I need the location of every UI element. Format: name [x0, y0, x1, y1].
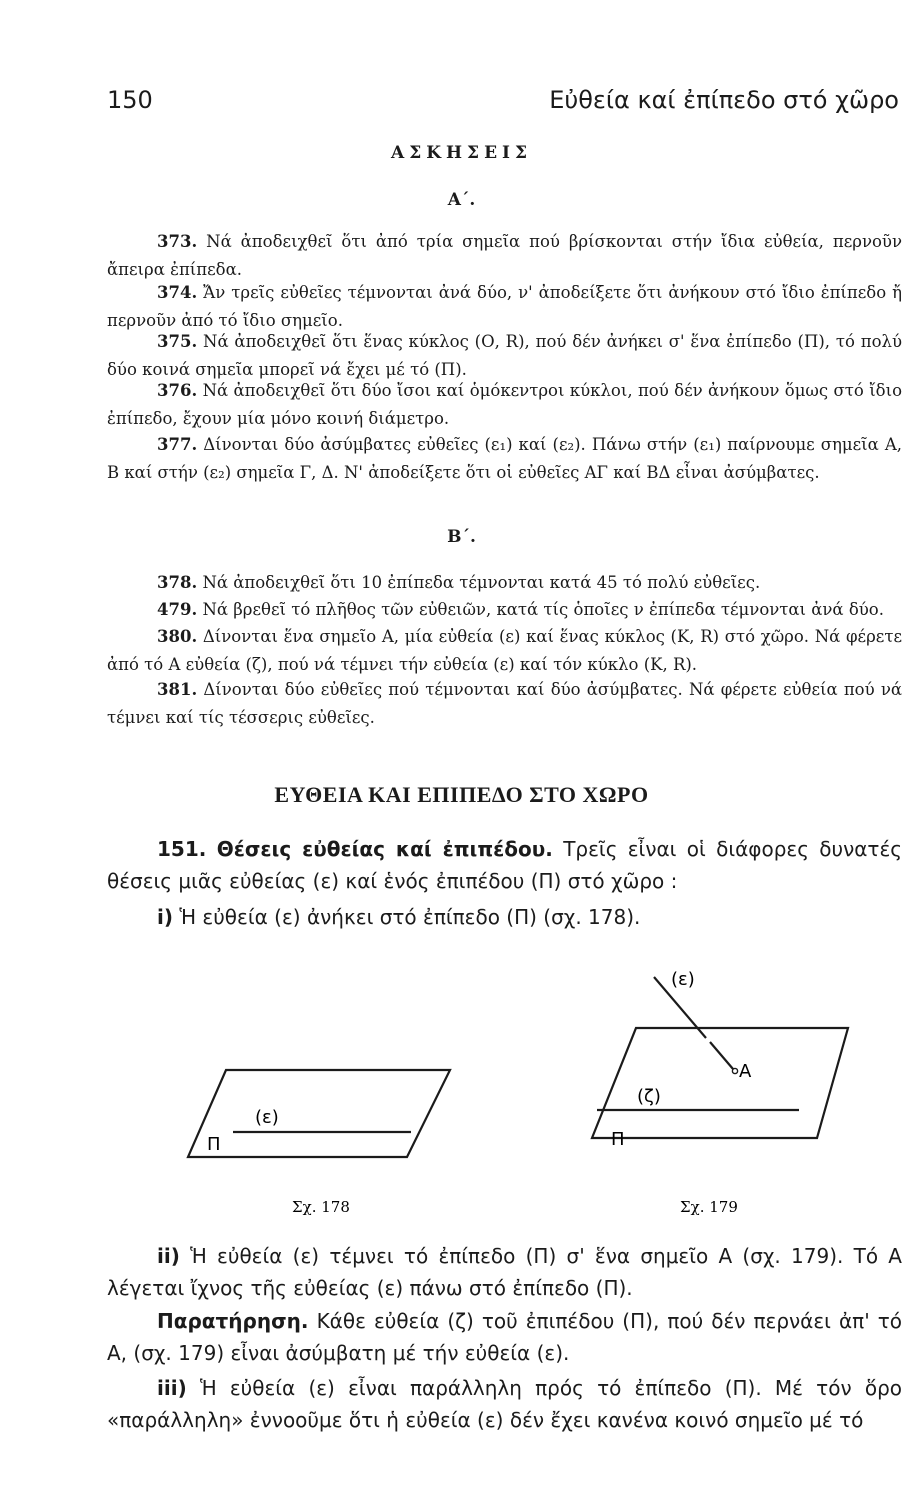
remark-text: Κάθε εὐθεία (ζ) τοῦ ἐπιπέδου (Π), πού δέν περνάει ἀπ' τό Α, (σχ. 179) εἶναι ἀσύμβατη μέ τήν εὐθεία (ε). — [107, 1309, 903, 1365]
plane-pi-179 — [592, 1028, 848, 1138]
chapter-title: ΕΥΘΕΙΑ ΚΑΙ ΕΠΙΠΕΔΟ ΣΤΟ ΧΩΡΟ — [274, 782, 649, 807]
exercise-text: Δίνονται ἕνα σημεῖο Α, μία εὐθεία (ε) καί ἕνας κύκλος (Κ, R) στό χῶρο. Νά φέρετε ἀπό τό Α εὐθεία (ζ), πού νά τέμνει τήν εὐθεία (ε) καί τόν κύκλο (Κ, R). — [107, 627, 902, 674]
caption-178: Σχ. 178 — [292, 1198, 350, 1216]
exercise-376 — [107, 377, 902, 432]
exercise-number: 479. — [157, 600, 198, 619]
exercise-text: Νά ἀποδειχθεῖ ὅτι ἀπό τρία σημεῖα πού βρίσκονται στήν ἴδια εὐθεία, περνοῦν ἄπειρα ἐπίπεδα. — [107, 232, 902, 279]
exercise-number: 374. — [157, 283, 198, 302]
case-iii-text: Ἡ εὐθεία (ε) εἶναι παράλληλη πρός τό ἐπίπεδο (Π). Μέ τόν ὅρο «παράλληλη» ἐννοοῦμε ὅτι ἡ εὐθεία (ε) δέν ἔχει κανένα κοινό σημεῖο μέ τό — [107, 1376, 903, 1432]
exercise-381 — [107, 676, 902, 731]
case-i — [107, 901, 902, 933]
case-iii-label: iii) — [157, 1376, 187, 1400]
case-i-label: i) — [157, 905, 173, 929]
exercise-number: 378. — [157, 573, 198, 592]
section-number: 151. — [157, 837, 207, 861]
point-label-a: Α — [739, 1061, 752, 1082]
exercise-377 — [107, 431, 902, 486]
exercise-text: Νά βρεθεῖ τό πλῆθος τῶν εὐθειῶν, κατά τίς ὁποῖες ν ἐπίπεδα τέμνονται ἀνά δύο. — [202, 600, 884, 619]
exercise-374 — [107, 279, 902, 334]
exercise-number: 373. — [157, 232, 198, 251]
exercise-378 — [107, 569, 902, 597]
line-label-zeta: (ζ) — [637, 1086, 661, 1107]
case-i-text: Ἡ εὐθεία (ε) ἀνήκει στό ἐπίπεδο (Π) (σχ. 178). — [179, 905, 641, 929]
case-ii-label: ii) — [157, 1244, 180, 1268]
plane-label-178: Π — [207, 1134, 221, 1155]
case-iii — [107, 1372, 902, 1436]
exercise-375 — [107, 328, 902, 383]
exercise-text: Νά ἀποδειχθεῖ ὅτι ἕνας κύκλος (Ο, R), πού δέν ἀνήκει σ' ἕνα ἐπίπεδο (Π), τό πολύ δύο κοινά σημεῖα μπορεῖ νά ἔχει μέ τό (Π). — [107, 332, 902, 379]
caption-179: Σχ. 179 — [680, 1198, 738, 1216]
plane-pi-178 — [188, 1070, 450, 1157]
line-epsilon-below — [710, 1042, 733, 1069]
exercise-number: 380. — [157, 627, 198, 646]
exercise-text: Ἄν τρεῖς εὐθεῖες τέμνονται ἀνά δύο, ν' ἀποδείξετε ὅτι ἀνήκουν στό ἴδιο ἐπίπεδο ἤ περνοῦν ἀπό τό ἴδιο σημεῖο. — [107, 283, 903, 330]
exercise-number: 381. — [157, 680, 198, 699]
section-intro-text: Τρεῖς εἶναι οἱ διάφορες δυνατές θέσεις μιᾶς εὐθείας (ε) καί ἑνός ἐπιπέδου (Π) στό χῶρο : — [107, 837, 903, 893]
section-heading: Θέσεις εὐθείας καί ἐπιπέδου. — [216, 837, 553, 861]
exercise-text: Νά ἀποδειχθεῖ ὅτι δύο ἴσοι καί ὁμόκεντροι κύκλοι, πού δέν ἀνήκουν ὅμως στό ἴδιο ἐπίπεδο, ἔχουν μία μόνο κοινή διάμετρο. — [107, 381, 902, 428]
exercise-380 — [107, 623, 902, 678]
exercise-text: Νά ἀποδειχθεῖ ὅτι 10 ἐπίπεδα τέμνονται κατά 45 τό πολύ εὐθεῖες. — [202, 573, 761, 592]
exercise-number: 375. — [157, 332, 198, 351]
exercise-number: 377. — [157, 435, 198, 454]
exercise-group-a: Α΄. — [447, 190, 476, 210]
line-label-179: (ε) — [671, 969, 695, 990]
case-ii-text: Ἡ εὐθεία (ε) τέμνει τό ἐπίπεδο (Π) σ' ἕνα σημεῖο Α (σχ. 179). Τό Α λέγεται ἴχνος τῆς εὐθείας (ε) πάνω στό ἐπίπεδο (Π). — [107, 1244, 902, 1300]
figure-178 — [188, 1070, 450, 1216]
exercise-text: Δίνονται δύο ἀσύμβατες εὐθεῖες (ε₁) καί (ε₂). Πάνω στήν (ε₁) παίρνουμε σημεῖα Α, Β καί στήν (ε₂) σημεῖα Γ, Δ. Ν' ἀποδείξετε ὅτι οἱ εὐθεῖες ΑΓ καί ΒΔ εἶναι ἀσύμβατες. — [107, 435, 902, 482]
exercise-number: 376. — [157, 381, 198, 400]
figures-area — [0, 960, 923, 1230]
exercise-479 — [107, 596, 902, 624]
page-number: 150 — [107, 86, 153, 114]
point-a — [732, 1068, 737, 1073]
exercise-373 — [107, 228, 902, 283]
line-label-178: (ε) — [255, 1107, 279, 1128]
remark-label: Παρατήρηση. — [157, 1309, 309, 1333]
exercises-title: ΑΣΚΗΣΕΙΣ — [391, 143, 532, 163]
case-ii — [107, 1240, 902, 1304]
running-title: Εὐθεία καί ἐπίπεδο στό χῶρο — [549, 86, 899, 114]
section-151-intro — [107, 833, 902, 897]
plane-label-179: Π — [611, 1129, 625, 1150]
exercise-text: Δίνονται δύο εὐθεῖες πού τέμνονται καί δύο ἀσύμβατες. Νά φέρετε εὐθεία πού νά τέμνει καί τίς τέσσερις εὐθεῖες. — [107, 680, 902, 727]
remark — [107, 1305, 902, 1369]
figure-179 — [592, 969, 848, 1216]
exercise-group-b: Β΄. — [447, 527, 476, 547]
